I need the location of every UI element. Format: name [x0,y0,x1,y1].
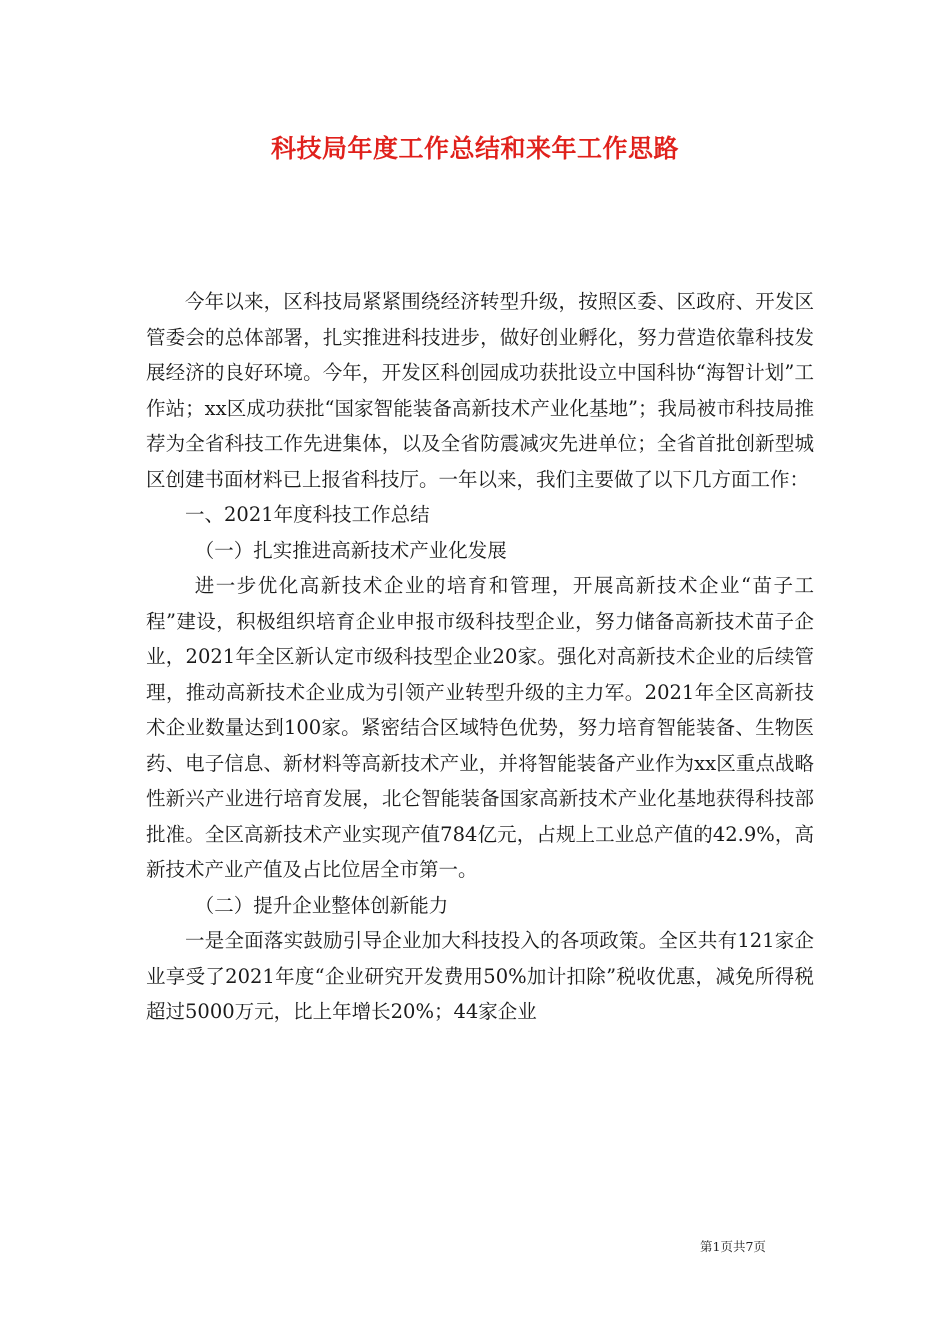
subsection-heading: （一）扎实推进高新技术产业化发展 [194,538,507,562]
document-body [146,284,814,1030]
paragraph-intro: 今年以来，区科技局紧紧围绕经济转型升级，按照区委、区政府、开发区管委会的总体部署，扎实推进科技进步，做好创业孵化，努力营造依靠科技发展经济的良好环境。今年，开发区科创园成功获批设立中国科协“海智计划”工作站；xx区成功获批“国家智能装备高新技术产业化基地”；我局被市科技局推荐为全省科技工作先进集体，以及全省防震减灾先进单位；全省首批创新型城区创建书面材料已上报省科技厅。一年以来，我们主要做了以下几方面工作： [146,290,814,491]
subsection-heading: （二）提升企业整体创新能力 [194,893,449,917]
page-number: 第1页共7页 [700,1239,766,1254]
paragraph-high-tech: 进一步优化高新技术企业的培育和管理，开展高新技术企业“苗子工程”建设，积极组织培育企业申报市级科技型企业，努力储备高新技术苗子企业，2021年全区新认定市级科技型企业20家。强化对高新技术企业的后续管理，推动高新技术企业成为引领产业转型升级的主力军。2021年全区高新技术企业数量达到100家。紧密结合区域特色优势，努力培育智能装备、生物医药、电子信息、新材料等高新技术产业，并将智能装备产业作为xx区重点战略性新兴产业进行培育发展，北仑智能装备国家高新技术产业化基地获得科技部批准。全区高新技术产业实现产值784亿元，占规上工业总产值的42.9%，高新技术产业产值及占比位居全市第一。 [146,574,814,881]
section-heading: 一、2021年度科技工作总结 [185,503,430,526]
paragraph-innovation: 一是全面落实鼓励引导企业加大科技投入的各项政策。全区共有121家企业享受了2021年度“企业研究开发费用50%加计扣除”税收优惠，减免所得税超过5000万元，比上年增长20%；44家企业 [146,929,814,1023]
page-title: 科技局年度工作总结和来年工作思路 [270,134,679,163]
